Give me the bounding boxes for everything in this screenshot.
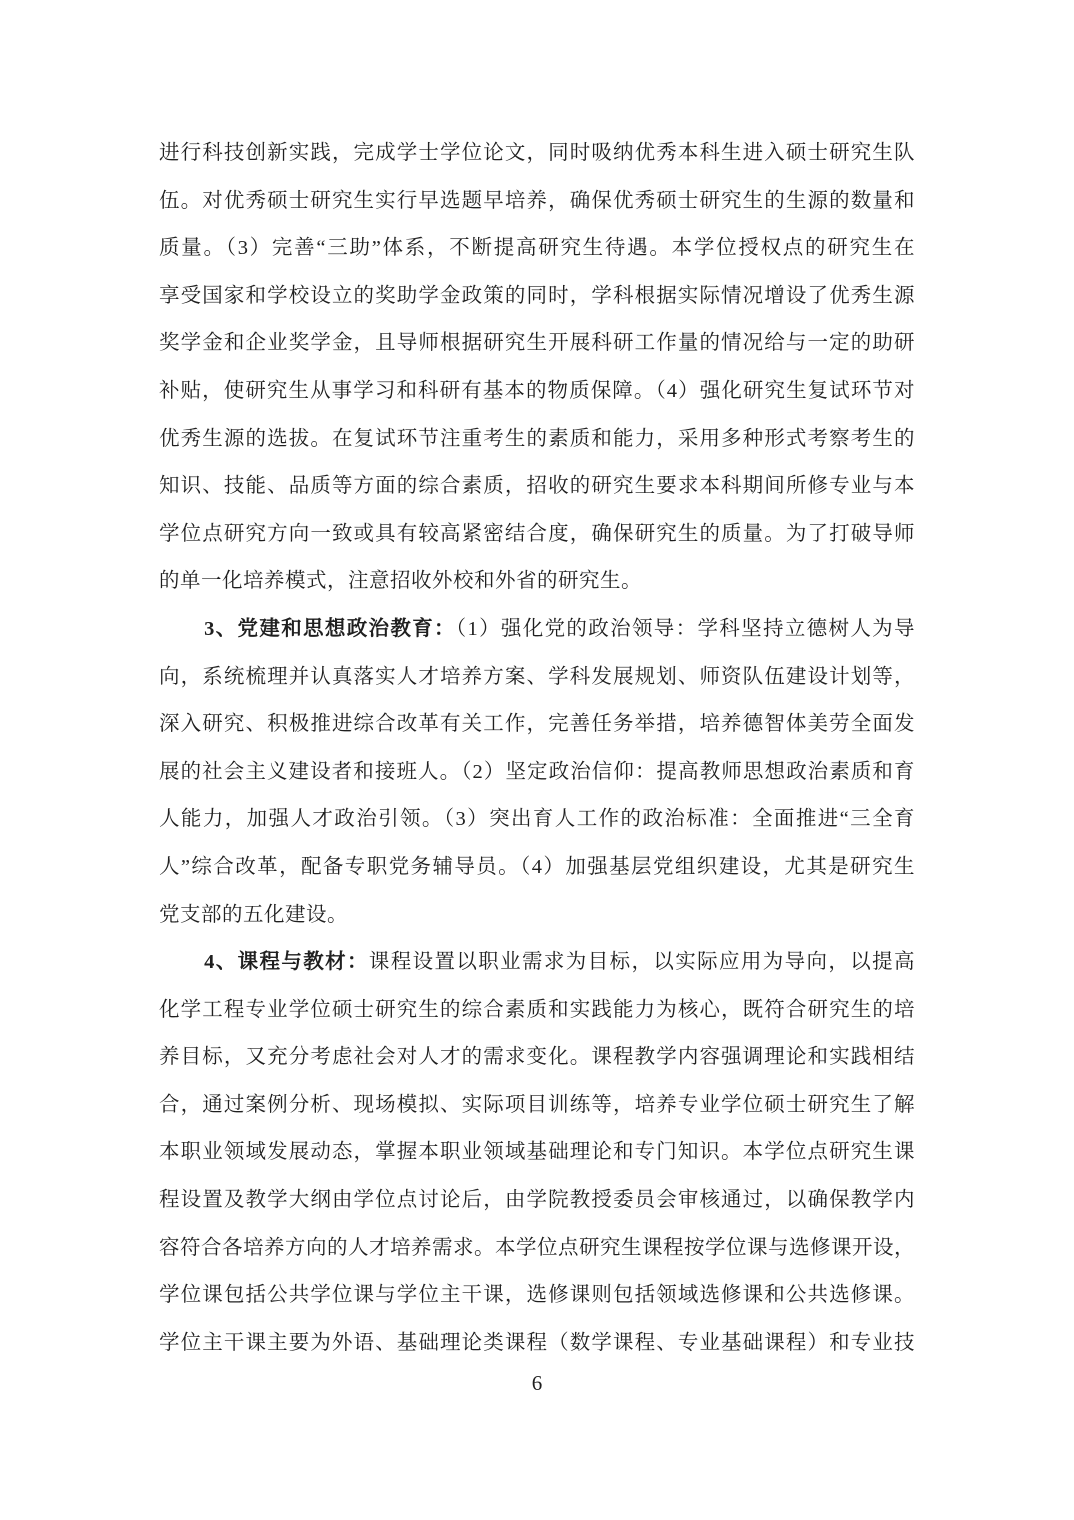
text-line: 学位主干课主要为外语、基础理论类课程（数学课程、专业基础课程）和专业技	[159, 1331, 915, 1354]
text-line: 3、党建和思想政治教育：（1）强化党的政治领导：学科坚持立德树人为导	[204, 617, 915, 640]
text-line: 知识、技能、品质等方面的综合素质，招收的研究生要求本科期间所修专业与本	[159, 475, 915, 498]
text-line: 的单一化培养模式，注意招收外校和外省的研究生。	[159, 570, 642, 593]
text-line: 学位课包括公共学位课与学位主干课，选修课则包括领域选修课和公共选修课。	[159, 1284, 915, 1307]
text-line: 进行科技创新实践，完成学士学位论文，同时吸纳优秀本科生进入硕士研究生队	[159, 142, 915, 164]
text-line: 本职业领域发展动态，掌握本职业领域基础理论和专门知识。本学位点研究生课	[159, 1141, 915, 1164]
text-line: 党支部的五化建设。	[159, 903, 348, 926]
text-line: 容符合各培养方向的人才培养需求。本学位点研究生课程按学位课与选修课开设，	[159, 1236, 915, 1259]
text-line: 享受国家和学校设立的奖助学金政策的同时，学科根据实际情况增设了优秀生源	[159, 284, 915, 307]
text-line: 学位点研究方向一致或具有较高紧密结合度，确保研究生的质量。为了打破导师	[159, 522, 915, 545]
text-line: 程设置及教学大纲由学位点讨论后，由学院教授委员会审核通过，以确保教学内	[159, 1189, 915, 1212]
text-line: 质量。（3）完善“三助”体系，不断提高研究生待遇。本学位授权点的研究生在	[159, 237, 915, 260]
text-line: 人”综合改革，配备专职党务辅导员。（4）加强基层党组织建设，尤其是研究生	[159, 855, 915, 878]
text-line: 优秀生源的选拔。在复试环节注重考生的素质和能力，采用多种形式考察考生的	[159, 427, 915, 450]
text-line: 人能力，加强人才政治引领。（3）突出育人工作的政治标准：全面推进“三全育	[159, 808, 915, 831]
text-line: 补贴，使研究生从事学习和科研有基本的物质保障。（4）强化研究生复试环节对	[159, 379, 915, 402]
section-heading: 3、党建和思想政治教育：	[204, 617, 456, 640]
text-line: 向，系统梳理并认真落实人才培养方案、学科发展规划、师资队伍建设计划等，	[159, 665, 915, 688]
document-body	[159, 130, 915, 1367]
text-line: 4、课程与教材：课程设置以职业需求为目标，以实际应用为导向，以提高	[204, 951, 915, 974]
text-line: 奖学金和企业奖学金，且导师根据研究生开展科研工作量的情况给与一定的助研	[159, 332, 915, 355]
text-line: 合，通过案例分析、现场模拟、实际项目训练等，培养专业学位硕士研究生了解	[159, 1093, 915, 1116]
text-line: 化学工程专业学位硕士研究生的综合素质和实践能力为核心，既符合研究生的培	[159, 998, 915, 1021]
section-heading: 4、课程与教材：	[204, 951, 369, 974]
page-number: 6	[531, 1371, 543, 1395]
text-line: 展的社会主义建设者和接班人。（2）坚定政治信仰：提高教师思想政治素质和育	[159, 760, 915, 783]
text-line: 伍。对优秀硕士研究生实行早选题早培养，确保优秀硕士研究生的生源的数量和	[159, 189, 915, 212]
text-line: 养目标，又充分考虑社会对人才的需求变化。课程教学内容强调理论和实践相结	[159, 1046, 915, 1069]
text-line: 深入研究、积极推进综合改革有关工作，完善任务举措，培养德智体美劳全面发	[159, 713, 915, 736]
